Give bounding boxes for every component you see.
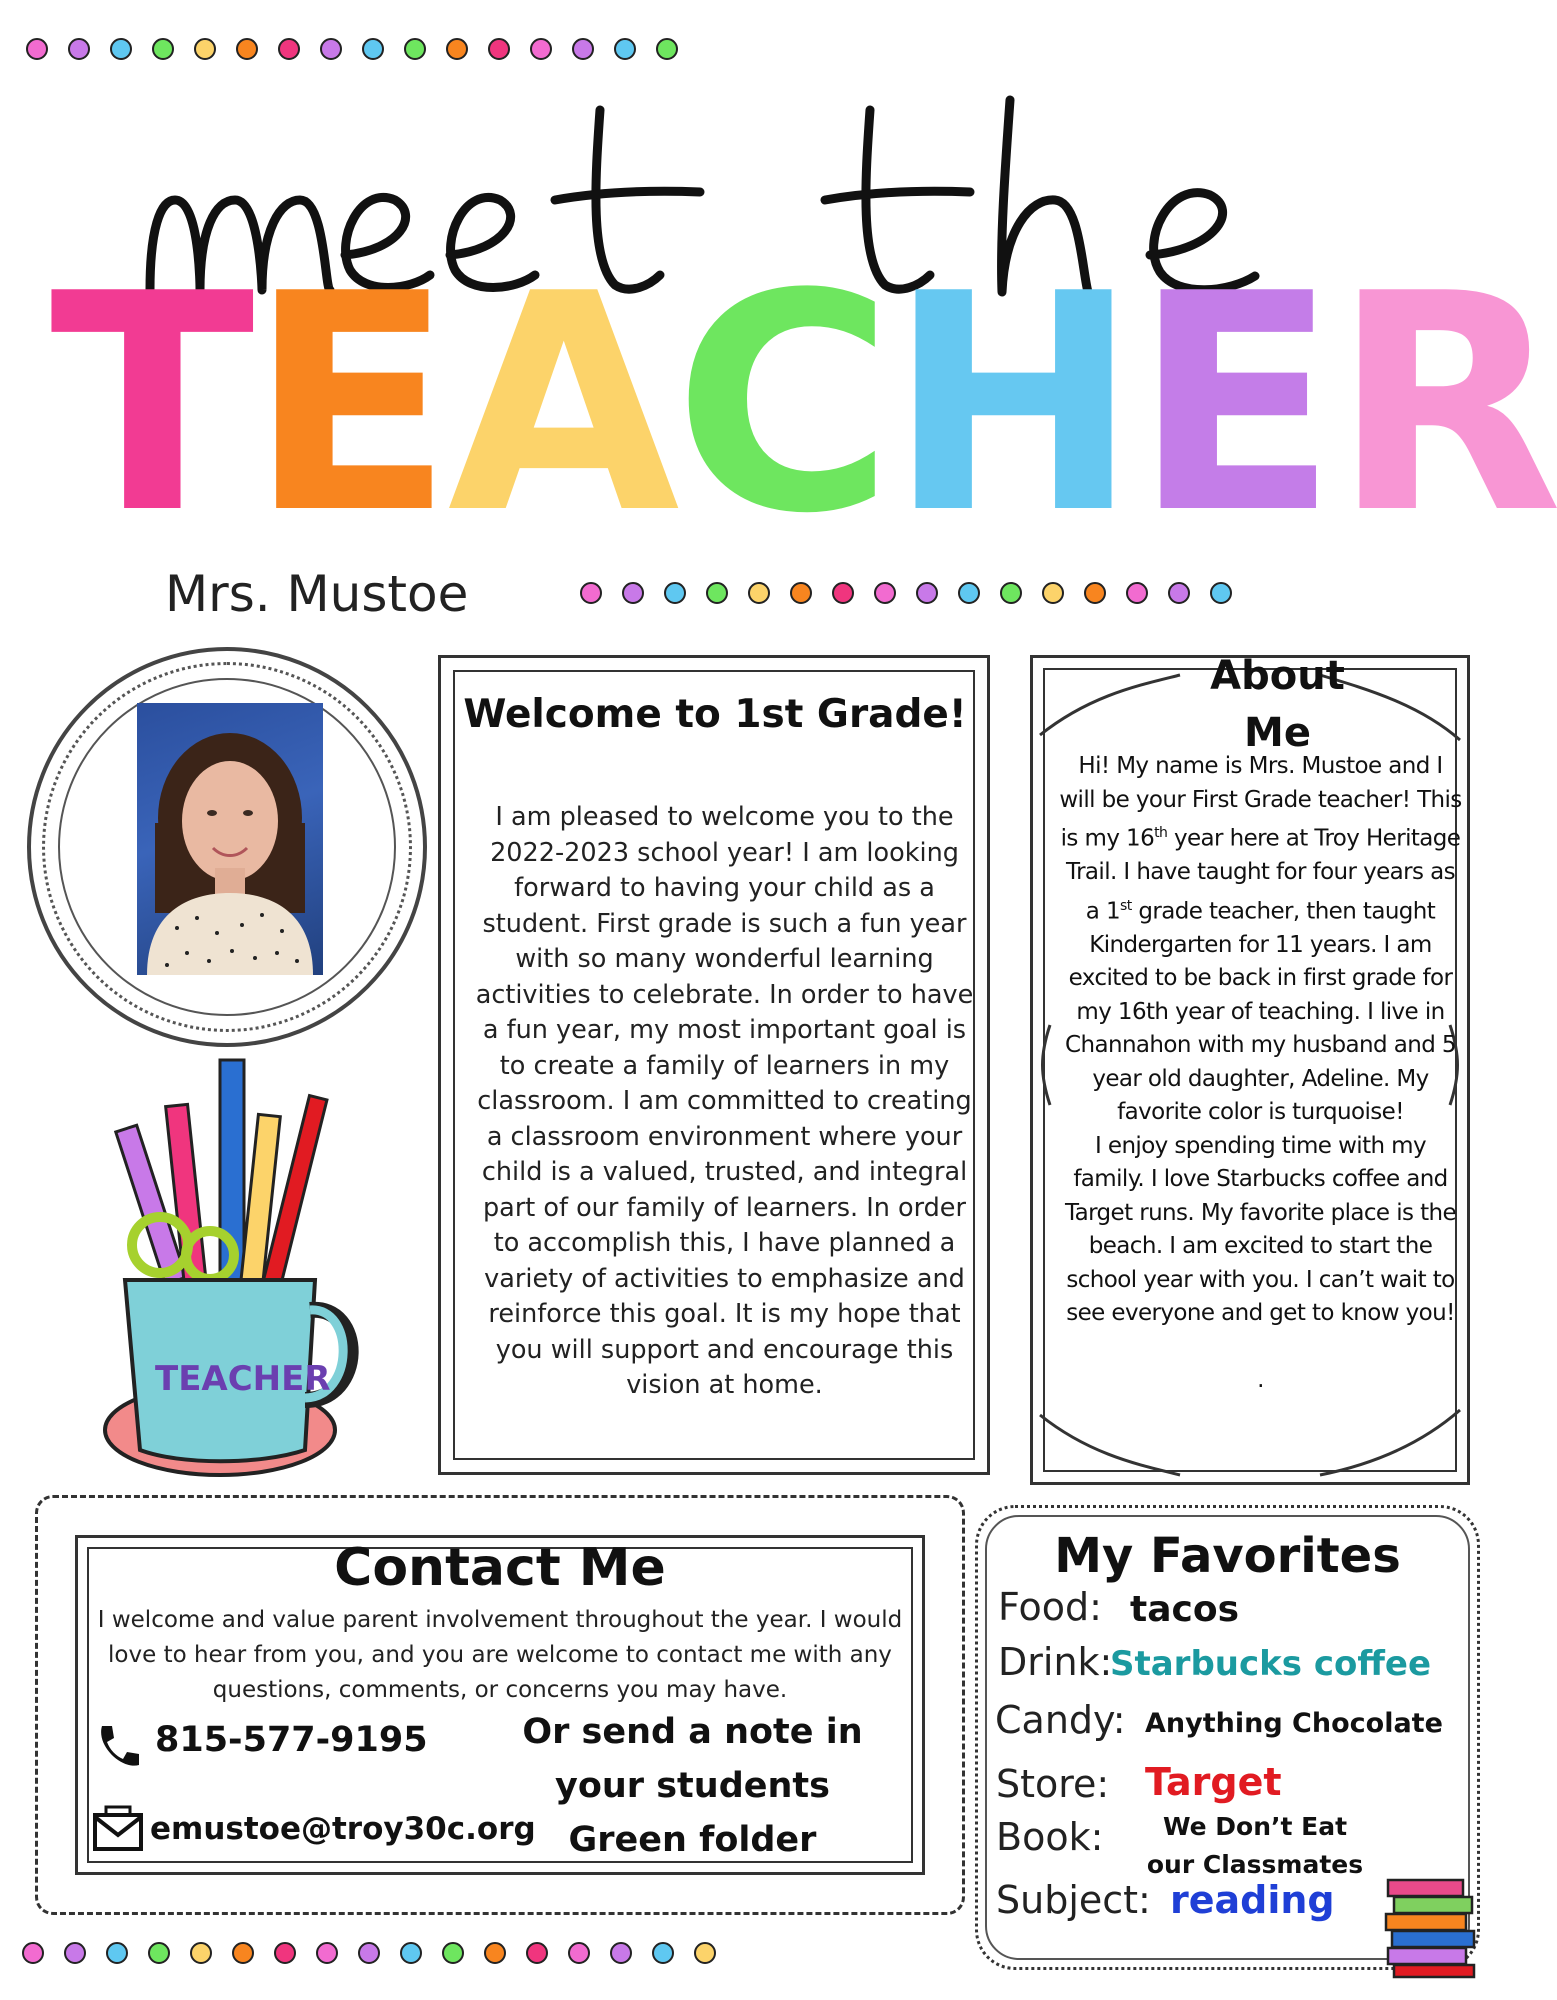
title-letter-a: A [447,230,674,579]
bottom-dot-border [22,1942,736,1964]
contact-body: I welcome and value parent involvement throughout the year. I would love to hear from you, and you are welcome to contact me with any questions, comments, or concerns you may have. [97,1607,903,1703]
favorites-title: My Favorites [1054,1528,1401,1584]
about-text-2: year here at Troy Heritage Trail. I have taught for four years as a 1 [1066,825,1461,925]
contact-email[interactable]: emustoe@troy30c.org [150,1811,536,1847]
fav-value-store: Target [1145,1760,1282,1804]
mug-label: TEACHER [155,1359,331,1399]
contact-phone[interactable]: 815-577-9195 [155,1720,428,1760]
phone-icon [92,1722,142,1772]
fav-label-candy: Candy: [995,1698,1126,1742]
about-title [1180,648,1375,762]
fav-value-subject: reading [1170,1878,1335,1922]
books-icon [1380,1875,1480,1980]
about-title-line2: Me [1244,710,1311,756]
title-letter-t: T [50,230,249,579]
welcome-title: Welcome to 1st Grade! [463,692,967,737]
title-letter-e: E [248,230,448,579]
fav-label-food: Food: [998,1585,1102,1629]
about-text-1: Hi! My name is Mrs. Mustoe and I will be your First Grade teacher! This is my 16 [1059,753,1462,852]
title-letter-e2: E [1133,230,1332,579]
middle-dot-border [580,582,1252,604]
about-sup-1: th [1154,825,1168,841]
fav-value-food: tacos [1130,1589,1240,1630]
about-trailing-dot: . [1257,1367,1264,1394]
pencil-mug-illustration [100,1055,360,1485]
about-text-3: grade teacher, then taught Kindergarten for 11 years. I am excited to be back in first grade for my 16th year of teaching. I live in Channahon with my husband and 5 year old daughter, Adeline. My favorite color is turquoise! [1065,898,1456,1126]
about-body [1058,750,1463,1398]
teacher-photo [137,703,323,975]
fav-label-subject: Subject: [996,1878,1151,1922]
about-title-line1: About [1210,653,1345,699]
fav-label-drink: Drink: [998,1640,1113,1684]
contact-title: Contact Me [334,1538,666,1598]
about-sup-2: st [1120,897,1132,914]
envelope-icon [92,1803,144,1855]
about-text-4: I enjoy spending time with my family. I love Starbucks coffee and Target runs. My favorite place is the beach. I am excited to start the school year with you. I can’t wait to see everyone and get to know you! [1064,1132,1457,1327]
welcome-body: I am pleased to welcome you to the 2022-2023 school year! I am looking forward to having your child as a student. First grade is such a fun year with so many wonderful learning activities to celebrate. In order to have a fun year, my most important goal is to create a family of learners in my classroom. I am committed to creating a classroom environment where your child is a valued, trusted, and integral part of our family of learners. In order to accomplish this, I have planned a variety of activities to emphasize and reinforce this goal. It is my hope that you will support and encourage this vision at home. [475,802,974,1400]
fav-value-book: We Don’t Eat our Classmates [1146,1812,1364,1879]
fav-label-book: Book: [996,1815,1104,1859]
contact-note: Or send a note in your students Green folder [522,1712,863,1860]
title-teacher [50,230,1557,579]
fav-value-candy: Anything Chocolate [1145,1708,1443,1739]
title-letter-h: H [887,230,1134,579]
title-letter-r: R [1331,230,1557,579]
top-dot-border [26,38,698,60]
fav-value-drink: Starbucks coffee [1110,1644,1432,1684]
fav-label-store: Store: [996,1762,1110,1806]
title-letter-c: C [673,230,888,579]
teacher-name: Mrs. Mustoe [165,565,469,623]
